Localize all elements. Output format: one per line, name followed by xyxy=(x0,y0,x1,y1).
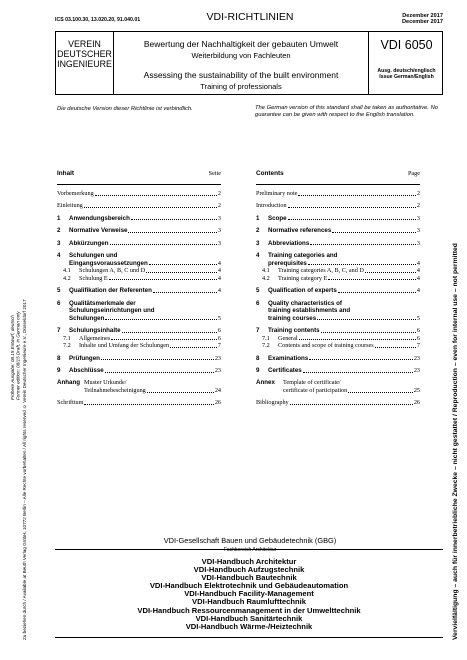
toc-page-label: Page xyxy=(407,170,420,177)
toc-entry-title: training establishments and xyxy=(268,307,351,315)
toc-entry[interactable] xyxy=(57,287,221,295)
toc-entry-number: 7.2 xyxy=(262,342,270,350)
former-edition-de: Frühere Ausgabe: 08.15 Entwurf, deutsch xyxy=(10,315,15,400)
toc-leader-dots xyxy=(288,219,416,220)
publisher-division: Fachbereich Architektur xyxy=(223,547,277,553)
toc-leader-dots xyxy=(153,292,217,293)
document-title xyxy=(114,32,369,94)
vdi-number: VDI 6050 xyxy=(380,38,433,52)
toc-leader-dots xyxy=(348,392,413,393)
toc-entry[interactable] xyxy=(57,315,221,323)
toc-entry-page: 2 xyxy=(416,202,420,210)
toc-entry-title: Scope xyxy=(268,214,287,222)
org-name xyxy=(56,32,114,94)
org-line: INGENIEURE xyxy=(57,59,112,69)
toc-entry-title: Preliminary note xyxy=(256,190,298,197)
toc-entry[interactable] xyxy=(256,327,420,335)
toc-entry-title: training courses xyxy=(268,314,317,322)
copyright-notice: Zu beziehen durch / Available at Beuth Verlag GmbH, 10772 Berlin – Alle Rechte vorbehalten / All rights reserved © Verein Deutscher Ingenieure e.V., Düsseldorf 2017 xyxy=(22,299,27,640)
toc-entry-number: 4 xyxy=(57,251,61,259)
toc-leader-dots xyxy=(309,359,413,360)
reproduction-notice: Vervielfältigung – auch für innerbetriebliche Zwecke – nicht gestattet / Reproduction – even for internal use – not permitted xyxy=(452,243,459,640)
toc-entry-number: 1 xyxy=(57,214,61,222)
toc-entry-page: 24 xyxy=(214,387,221,395)
toc-entry-page: 3 xyxy=(416,214,420,222)
toc-entry[interactable] xyxy=(256,240,420,248)
toc-entry-number: 6 xyxy=(57,299,61,307)
toc-entry-title: Schulungen und xyxy=(69,251,118,259)
toc-entry[interactable] xyxy=(256,227,420,235)
toc-leader-dots xyxy=(303,372,413,373)
toc-heading: Inhalt xyxy=(57,170,75,177)
toc-entry[interactable] xyxy=(57,275,221,283)
toc-leader-dots xyxy=(95,195,217,196)
toc-entry-title: Schulungsinhalte xyxy=(69,327,121,335)
toc-leader-dots xyxy=(109,279,217,280)
toc-entry[interactable] xyxy=(256,367,420,375)
handbook-item: VDI-Handbuch Sanitärtechnik xyxy=(195,613,303,623)
toc-entry-title: Training contents xyxy=(268,327,320,335)
toc-entry-page: 23 xyxy=(413,367,420,375)
toc-entry-number: 4 xyxy=(256,251,260,259)
toc-entry-title: Certificates xyxy=(268,367,302,375)
date-de: Dezember 2017 xyxy=(402,13,443,19)
toc-entry-title: Training categories A, B, C, and D xyxy=(278,267,364,275)
handbook-item: VDI-Handbuch Architektur xyxy=(201,557,297,566)
toc-entry-number: 3 xyxy=(256,239,260,247)
toc-entry-page: 4 xyxy=(217,259,221,267)
former-edition-note xyxy=(10,0,21,400)
toc-entry[interactable] xyxy=(57,399,221,407)
toc-entry-number: Annex xyxy=(256,379,275,387)
toc-entry[interactable] xyxy=(256,387,420,395)
toc-leader-dots xyxy=(308,264,416,265)
toc-entry-number: 7.1 xyxy=(262,334,270,342)
handbook-list xyxy=(55,549,443,638)
toc-entry[interactable] xyxy=(57,227,221,235)
toc-entry-title: Template of certificate/ xyxy=(283,379,341,387)
toc-entry-page: 26 xyxy=(214,399,221,407)
toc-entry-page: 4 xyxy=(416,259,420,267)
toc-leader-dots xyxy=(288,207,416,208)
handbook-item: VDI-Handbuch Wärme-/Heiztechnik xyxy=(185,621,313,631)
toc-entry-page: 26 xyxy=(413,399,420,407)
toc-entry-number: 5 xyxy=(256,287,260,295)
toc-entry-title: Muster Urkunde/ xyxy=(84,379,127,387)
toc-entries xyxy=(256,190,420,407)
toc-leader-dots xyxy=(147,392,214,393)
toc-entry-page: 2 xyxy=(217,202,221,210)
toc-entry-page: 4 xyxy=(416,274,420,282)
toc-entry[interactable] xyxy=(57,327,221,335)
toc-entry[interactable] xyxy=(256,315,420,323)
title-german: Bewertung der Nachhaltigkeit der gebauten Umwelt xyxy=(143,39,339,49)
toc-entry-number: 4.2 xyxy=(262,274,270,282)
toc-leader-dots xyxy=(290,404,413,405)
toc-entry[interactable] xyxy=(57,252,221,260)
toc-entry-page: 2 xyxy=(416,190,420,197)
handbook-item: VDI-Handbuch Raumlufttechnik xyxy=(192,597,306,607)
toc-entry[interactable] xyxy=(57,307,221,315)
toc-entry-title: Abbreviations xyxy=(268,239,310,247)
ics-code: ICS 03.100.30, 13.020.20, 91.040.01 xyxy=(55,17,141,23)
toc-entry[interactable] xyxy=(256,399,420,407)
handbook-item: VDI-Handbuch Aufzugstechnik xyxy=(193,565,305,575)
toc-leader-dots xyxy=(110,244,217,245)
toc-entry[interactable] xyxy=(256,190,420,198)
toc-leader-dots xyxy=(146,272,217,273)
toc-entry[interactable] xyxy=(256,202,420,210)
toc-entry-title: Prüfungen xyxy=(69,354,100,362)
toc-leader-dots xyxy=(170,347,217,348)
toc-entry-page: 3 xyxy=(217,239,221,247)
handbook-item: VDI-Handbuch Facility-Management xyxy=(184,589,314,599)
toc-entry-page: 23 xyxy=(413,354,420,362)
toc-entry-title: Normative references xyxy=(268,227,332,235)
toc-entry-title: Schulungen A, B, C und D xyxy=(79,267,146,275)
toc-entry-page: 3 xyxy=(217,227,221,235)
handbook-item: VDI-Handbuch Ressourcenmanagement in der Umwelttechnik xyxy=(137,605,361,615)
issue-language xyxy=(369,68,444,80)
date-en: December 2017 xyxy=(401,19,443,26)
subtitle-english: Training of professionals xyxy=(200,82,282,91)
toc-english xyxy=(256,170,420,407)
toc-entry-title: Normative Verweise xyxy=(69,227,128,235)
toc-leader-dots xyxy=(310,244,416,245)
toc-entries xyxy=(57,190,221,407)
toc-page-label: Seite xyxy=(208,170,221,177)
toc-entry-title: Introduction xyxy=(256,202,287,210)
toc-entry-number: 4.1 xyxy=(262,267,270,275)
toc-entry[interactable] xyxy=(57,300,221,308)
toc-entry[interactable] xyxy=(57,342,221,350)
toc-leader-dots xyxy=(101,359,214,360)
toc-entry[interactable] xyxy=(256,260,420,268)
toc-header xyxy=(57,170,221,185)
toc-entry-title: Training category E xyxy=(278,274,328,282)
title-header-box xyxy=(55,31,443,95)
toc-entry-title: Allgemeines xyxy=(79,334,111,342)
toc-entry-title: Bibliography xyxy=(256,399,289,407)
toc-entry-page: 5 xyxy=(416,314,420,322)
toc-entry-title: Eingangsvoraussetzungen xyxy=(69,259,148,267)
toc-entry-title: Abkürzungen xyxy=(69,239,109,247)
toc-entry-title: Examinations xyxy=(268,354,309,362)
subtitle-german: Weiterbildung von Fachleuten xyxy=(191,51,291,60)
document-number-box xyxy=(369,32,444,94)
issue-date xyxy=(375,13,443,26)
toc-entry-page: 6 xyxy=(416,334,420,342)
title-english: Assessing the sustainability of the built environment xyxy=(143,70,339,80)
toc-leader-dots xyxy=(122,332,217,333)
toc-entry-page: 4 xyxy=(416,287,420,295)
org-line: VEREIN xyxy=(68,39,101,49)
toc-entry-page: 4 xyxy=(217,274,221,282)
toc-entry-title: Anwendungsbereich xyxy=(69,214,130,222)
toc-entry[interactable] xyxy=(57,190,221,198)
toc-entry-number: 8 xyxy=(57,354,61,362)
toc-entry-number: 5 xyxy=(57,287,61,295)
toc-heading: Contents xyxy=(256,170,284,177)
toc-entry-number: 7 xyxy=(57,327,61,335)
toc-entry-number: 2 xyxy=(57,227,61,235)
toc-entry-title: General xyxy=(278,334,298,342)
toc-german xyxy=(57,170,221,407)
handbook-item: VDI-Handbuch Bautechnik xyxy=(201,573,297,583)
toc-entry-number: 7.1 xyxy=(63,334,71,342)
toc-leader-dots xyxy=(338,292,416,293)
toc-entry-page: 7 xyxy=(217,342,221,350)
toc-entry-page: 4 xyxy=(217,287,221,295)
toc-entry-title: certificate of participation xyxy=(283,387,348,395)
toc-entry-number: 7 xyxy=(256,327,260,335)
toc-entry[interactable] xyxy=(256,300,420,308)
toc-leader-dots xyxy=(105,319,217,320)
toc-leader-dots xyxy=(299,339,416,340)
toc-entry-number: Anhang xyxy=(57,379,81,387)
toc-entry-number: 9 xyxy=(256,367,260,375)
toc-entry-number: 3 xyxy=(57,239,61,247)
toc-entry-title: Contents and scope of training courses xyxy=(278,342,374,350)
toc-entry[interactable] xyxy=(57,335,221,343)
toc-leader-dots xyxy=(105,372,214,373)
toc-entry[interactable] xyxy=(256,379,420,387)
toc-entry-page: 4 xyxy=(416,267,420,275)
toc-leader-dots xyxy=(298,195,415,196)
toc-entry-number: 6 xyxy=(256,299,260,307)
toc-entry-number: 4.1 xyxy=(63,267,71,275)
toc-entry-title: Teilnahmebescheinigung xyxy=(84,387,146,395)
toc-entry-title: Schulung E xyxy=(79,274,108,282)
toc-entry-number: 2 xyxy=(256,227,260,235)
toc-entry-title: Training categories and xyxy=(268,251,338,259)
toc-entry-title: Schulungen xyxy=(69,314,105,322)
toc-entry-title: Inhalte und Umfang der Schulungen xyxy=(79,342,170,350)
toc-entry[interactable] xyxy=(57,215,221,223)
toc-entry[interactable] xyxy=(57,267,221,275)
toc-entry-title: Schrifttum xyxy=(57,399,84,407)
toc-entry-title: Quality characteristics of xyxy=(268,299,342,307)
toc-entry-title: Qualitätsmerkmale der xyxy=(69,299,136,307)
lang-de: Ausg. deutsch/englisch xyxy=(377,68,436,74)
toc-entry[interactable] xyxy=(57,202,221,210)
org-line: DEUTSCHER xyxy=(57,49,112,59)
toc-entry-number: 9 xyxy=(57,367,61,375)
toc-entry-title: Vorbemerkung xyxy=(57,190,94,197)
toc-entry-number: 8 xyxy=(256,354,260,362)
toc-entry[interactable] xyxy=(57,379,221,387)
toc-entry-page: 23 xyxy=(214,367,221,375)
toc-leader-dots xyxy=(328,279,416,280)
toc-entry-page: 6 xyxy=(217,334,221,342)
toc-entry[interactable] xyxy=(256,335,420,343)
toc-entry[interactable] xyxy=(256,215,420,223)
series-title: VDI-RICHTLINIEN xyxy=(206,11,294,23)
toc-entry-title: Abschlüsse xyxy=(69,367,104,375)
publisher-name: VDI-Gesellschaft Bauen und Gebäudetechnik (GBG) xyxy=(163,536,337,545)
toc-entry[interactable] xyxy=(256,275,420,283)
binding-note-en: The German version of this standard shall be taken as authoritative. No guarantee can be given with respect to the English translation. xyxy=(255,105,439,118)
toc-entry-title: prerequisites xyxy=(268,259,307,267)
toc-entry[interactable] xyxy=(256,342,420,350)
toc-leader-dots xyxy=(149,264,217,265)
toc-entry[interactable] xyxy=(256,252,420,260)
toc-leader-dots xyxy=(111,339,217,340)
toc-leader-dots xyxy=(365,272,416,273)
toc-entry-title: Einleitung xyxy=(57,202,83,210)
toc-leader-dots xyxy=(84,207,217,208)
toc-entry-number: 4.2 xyxy=(63,274,71,282)
toc-leader-dots xyxy=(84,404,213,405)
toc-leader-dots xyxy=(375,347,416,348)
toc-entry-title: Qualification of experts xyxy=(268,287,337,295)
toc-leader-dots xyxy=(128,232,216,233)
toc-entry[interactable] xyxy=(256,307,420,315)
toc-entry[interactable] xyxy=(57,260,221,268)
former-edition-en: Former edition: 08/15 Draft, in German only xyxy=(15,311,21,400)
toc-entry-page: 5 xyxy=(217,314,221,322)
toc-entry-page: 6 xyxy=(416,327,420,335)
toc-leader-dots xyxy=(131,219,217,220)
toc-entry-page: 3 xyxy=(217,214,221,222)
handbook-item: VDI-Handbuch Elektrotechnik und Gebäudeautomation xyxy=(149,581,349,591)
toc-entry-page: 6 xyxy=(217,327,221,335)
toc-leader-dots xyxy=(332,232,416,233)
toc-entry-page: 25 xyxy=(413,387,420,395)
toc-leader-dots xyxy=(317,319,416,320)
toc-entry[interactable] xyxy=(57,355,221,363)
toc-entry-page: 4 xyxy=(217,267,221,275)
binding-note-de: Die deutsche Version dieser Richtlinie ist verbindlich. xyxy=(57,106,193,112)
toc-entry[interactable] xyxy=(57,240,221,248)
toc-entry-number: 7.2 xyxy=(63,342,71,350)
toc-entry-page: 2 xyxy=(217,190,221,197)
toc-entry-number: 1 xyxy=(256,214,260,222)
toc-entry-title: Qualifikation der Referenten xyxy=(69,287,152,295)
lang-en: Issue German/English xyxy=(379,74,434,81)
toc-entry-title: Schulungseinrichtungen und xyxy=(69,307,155,315)
toc-entry[interactable] xyxy=(57,367,221,375)
toc-entry-page: 3 xyxy=(416,239,420,247)
toc-entry[interactable] xyxy=(256,267,420,275)
toc-entry-page: 3 xyxy=(416,227,420,235)
toc-entry[interactable] xyxy=(256,287,420,295)
toc-header xyxy=(256,170,420,185)
toc-entry-page: 7 xyxy=(416,342,420,350)
toc-entry[interactable] xyxy=(57,387,221,395)
toc-entry[interactable] xyxy=(256,355,420,363)
toc-leader-dots xyxy=(321,332,416,333)
toc-entry-page: 23 xyxy=(214,354,221,362)
